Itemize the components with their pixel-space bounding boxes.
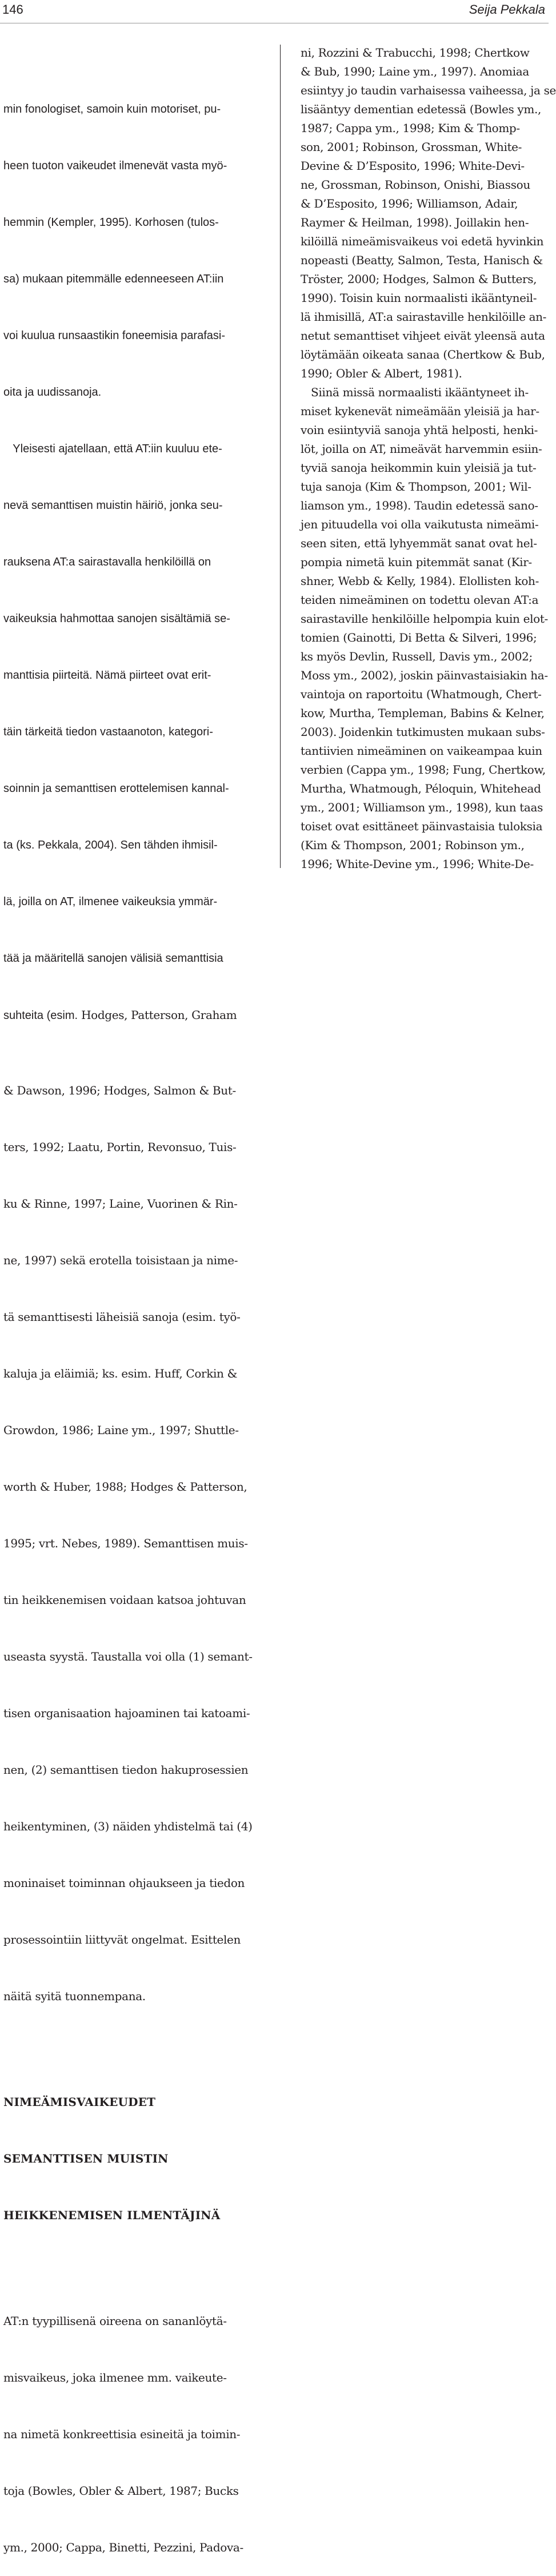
body-line: manttisia piirteitä. Nämä piirteet ovat erit- <box>3 669 211 682</box>
body-line: 1987; Cappa ym., 1998; Kim & Thomp- <box>301 121 520 135</box>
body-line: rauksena AT:a sairastavalla henkilöillä on <box>3 556 211 568</box>
body-line: ta (ks. Pekkala, 2004). Sen tähden ihmisil- <box>3 839 218 851</box>
body-line: ne, 1997) sekä erotella toisistaan ja nime- <box>3 1253 238 1267</box>
body-line: tyviä sanoja heikommin kuin yleisiä ja tut- <box>301 461 537 475</box>
body-line: sa) mukaan pitemmälle edenneeseen AT:iin <box>3 273 224 285</box>
body-line: lä ihmisillä, AT:a sairastaville henkilöille an- <box>301 310 547 324</box>
body-line: Raymer & Heilman, 1998). Joillakin hen- <box>301 216 529 229</box>
body-line: moninaiset toiminnan ohjaukseen ja tiedon <box>3 1876 245 1890</box>
body-line: Tröster, 2000; Hodges, Salmon & Butters, <box>301 272 537 286</box>
body-line: ym., 2001; Williamson ym., 1998), kun taas <box>301 801 543 814</box>
body-line: voi kuulua runsaastikin foneemisia parafasi- <box>3 329 225 342</box>
body-line: löt, joilla on AT, nimeävät harvemmin esiin- <box>301 442 542 456</box>
body-line: & D’Esposito, 1996; Williamson, Adair, <box>301 197 518 210</box>
body-line: (Kim & Thompson, 2001; Robinson ym., <box>301 838 525 852</box>
section-gap <box>3 2263 267 2274</box>
body-line: 1990). Toisin kuin normaalisti ikääntyneil- <box>301 291 537 305</box>
body-line: verbien (Cappa ym., 1998; Fung, Chertkow, <box>301 763 546 777</box>
body-line: ym., 2000; Cappa, Binetti, Pezzini, Padova- <box>3 2541 243 2554</box>
body-line: esiintyy jo taudin varhaisessa vaiheessa, ja se <box>301 83 556 97</box>
body-line: AT:n tyypillisenä oireena on sananlöytä- <box>3 2314 227 2328</box>
page-number: 146 <box>2 2 23 17</box>
body-line: lisääntyy dementian edetessä (Bowles ym., <box>301 102 541 116</box>
body-line: useasta syystä. Taustalla voi olla (1) semant- <box>3 1650 253 1663</box>
body-line: nopeasti (Beatty, Salmon, Testa, Hanisch & <box>301 253 543 267</box>
body-line: na nimetä konkreettisia esineitä ja toimin- <box>3 2427 241 2441</box>
body-line: seen siten, että lyhyemmät sanat ovat hel- <box>301 536 537 550</box>
body-line: nen, (2) semanttisen tiedon hakuprosessien <box>3 1763 249 1777</box>
body-line: 1995; vrt. Nebes, 1989). Semanttisen muis- <box>3 1536 248 1550</box>
body-line: kow, Murtha, Templeman, Babins & Kelner, <box>301 706 545 720</box>
body-line: Moss ym., 2002), joskin päinvastaisiakin ha- <box>301 668 548 682</box>
body-line: tä semanttisesti läheisiä sanoja (esim. työ- <box>3 1310 241 1324</box>
body-line: vaintoja on raportoitu (Whatmough, Chert- <box>301 687 542 701</box>
body-line-sans-part: suhteita (esim. <box>3 1009 78 1022</box>
body-line: tantiivien nimeäminen on vaikeampaa kuin <box>301 744 542 758</box>
running-header <box>0 0 549 23</box>
body-line: Murtha, Whatmough, Péloquin, Whitehead <box>301 782 541 795</box>
body-line: heikentyminen, (3) näiden yhdistelmä tai (4) <box>3 1819 253 1833</box>
body-line: ni, Rozzini & Trabucchi, 1998; Chertkow <box>301 46 530 59</box>
body-line: heen tuoton vaikeudet ilmenevät vasta myö- <box>3 160 227 172</box>
body-line: löytämään oikeata sanaa (Chertkow & Bub, <box>301 348 545 361</box>
body-line: worth & Huber, 1988; Hodges & Patterson, <box>3 1480 247 1494</box>
body-line: voin esiintyviä sanoja yhtä helposti, henki- <box>301 423 538 437</box>
body-line: tin heikkenemisen voidaan katsoa johtuvan <box>3 1593 246 1607</box>
body-line: hemmin (Kempler, 1995). Korhosen (tulos- <box>3 216 219 229</box>
body-line: toiset ovat esittäneet päinvastaisia tuloksia <box>301 819 543 833</box>
body-line: nevä semanttisen muistin häiriö, jonka seu- <box>3 499 223 512</box>
section-gap <box>3 2044 267 2055</box>
body-line: vaikeuksia hahmottaa sanojen sisältämiä se- <box>3 612 230 625</box>
body-line: min fonologiset, samoin kuin motoriset, pu- <box>3 103 221 116</box>
section-heading-line: SEMANTTISEN MUISTIN <box>3 2152 169 2165</box>
body-line: tisen organisaation hajoaminen tai katoami- <box>3 1706 250 1720</box>
left-column <box>3 43 267 2576</box>
column-divider <box>280 45 281 868</box>
body-line: soinnin ja semanttisen erottelemisen kannal- <box>3 782 229 795</box>
body-line: pompia nimetä kuin pitemmät sanat (Kir- <box>301 555 532 569</box>
body-line: & Dawson, 1996; Hodges, Salmon & But- <box>3 1084 236 1097</box>
body-line: 2003). Joidenkin tutkimusten mukaan subs- <box>301 725 545 739</box>
body-line: jen pituudella voi olla vaikutusta nimeämi- <box>301 517 539 531</box>
body-line: tuja sanoja (Kim & Thompson, 2001; Wil- <box>301 480 531 493</box>
body-line: misvaikeus, joka ilmenee mm. vaikeute- <box>3 2371 227 2384</box>
body-line: oita ja uudissanoja. <box>3 386 102 399</box>
body-line: näitä syitä tuonnempana. <box>3 1989 146 2003</box>
section-heading-line: HEIKKENEMISEN ILMENTÄJINÄ <box>3 2208 221 2222</box>
body-line: toja (Bowles, Obler & Albert, 1987; Bucks <box>3 2484 239 2498</box>
body-line: ku & Rinne, 1997; Laine, Vuorinen & Rin- <box>3 1197 238 1211</box>
body-line: Devine & D’Esposito, 1996; White-Devi- <box>301 159 525 173</box>
body-line: kaluja ja eläimiä; ks. esim. Huff, Corkin & <box>3 1367 238 1380</box>
body-line: ne, Grossman, Robinson, Onishi, Biassou <box>301 178 530 192</box>
body-line: täin tärkeitä tiedon vastaanoton, kategori- <box>3 726 213 738</box>
body-line: Growdon, 1986; Laine ym., 1997; Shuttle- <box>3 1423 239 1437</box>
body-line: liamson ym., 1998). Taudin edetessä sano- <box>301 499 538 512</box>
body-line: sairastaville henkilöille helpompia kuin elot- <box>301 612 548 626</box>
body-line: shner, Webb & Kelly, 1984). Elollisten koh- <box>301 574 539 588</box>
body-line: netut semanttiset vihjeet eivät yleensä auta <box>301 329 545 343</box>
body-line: tomien (Gainotti, Di Betta & Silveri, 1996; <box>301 631 537 644</box>
running-author: Seija Pekkala <box>469 2 545 17</box>
body-line: & Bub, 1990; Laine ym., 1997). Anomiaa <box>301 65 529 78</box>
body-line: lä, joilla on AT, ilmenee vaikeuksia ymmär- <box>3 895 218 908</box>
body-line: ters, 1992; Laatu, Portin, Revonsuo, Tuis- <box>3 1140 237 1154</box>
body-line: 1996; White-Devine ym., 1996; White-De- <box>301 857 534 871</box>
body-line: miset kykenevät nimeämään yleisiä ja har- <box>301 404 539 418</box>
body-line: ks myös Devlin, Russell, Davis ym., 2002; <box>301 650 533 663</box>
body-line: 1990; Obler & Albert, 1981). <box>301 367 462 380</box>
right-column <box>301 43 556 874</box>
body-line: teiden nimeäminen on todettu olevan AT:a <box>301 593 539 607</box>
body-line-serif-part: Hodges, Patterson, Graham <box>78 1008 237 1022</box>
mixed-font-line <box>3 1006 267 1025</box>
body-line: Siinä missä normaalisti ikääntyneet ih- <box>301 385 529 399</box>
body-line: Yleisesti ajatellaan, että AT:iin kuuluu ete- <box>3 443 222 455</box>
body-line: prosessointiin liittyvät ongelmat. Esittelen <box>3 1933 241 1946</box>
section-heading-line: NIMEÄMISVAIKEUDET <box>3 2095 156 2109</box>
body-line: son, 2001; Robinson, Grossman, White- <box>301 140 522 154</box>
body-line: kilöillä nimeämisvaikeus voi edetä hyvinkin <box>301 234 544 248</box>
body-line: tää ja määritellä sanojen välisiä semanttisia <box>3 952 223 965</box>
